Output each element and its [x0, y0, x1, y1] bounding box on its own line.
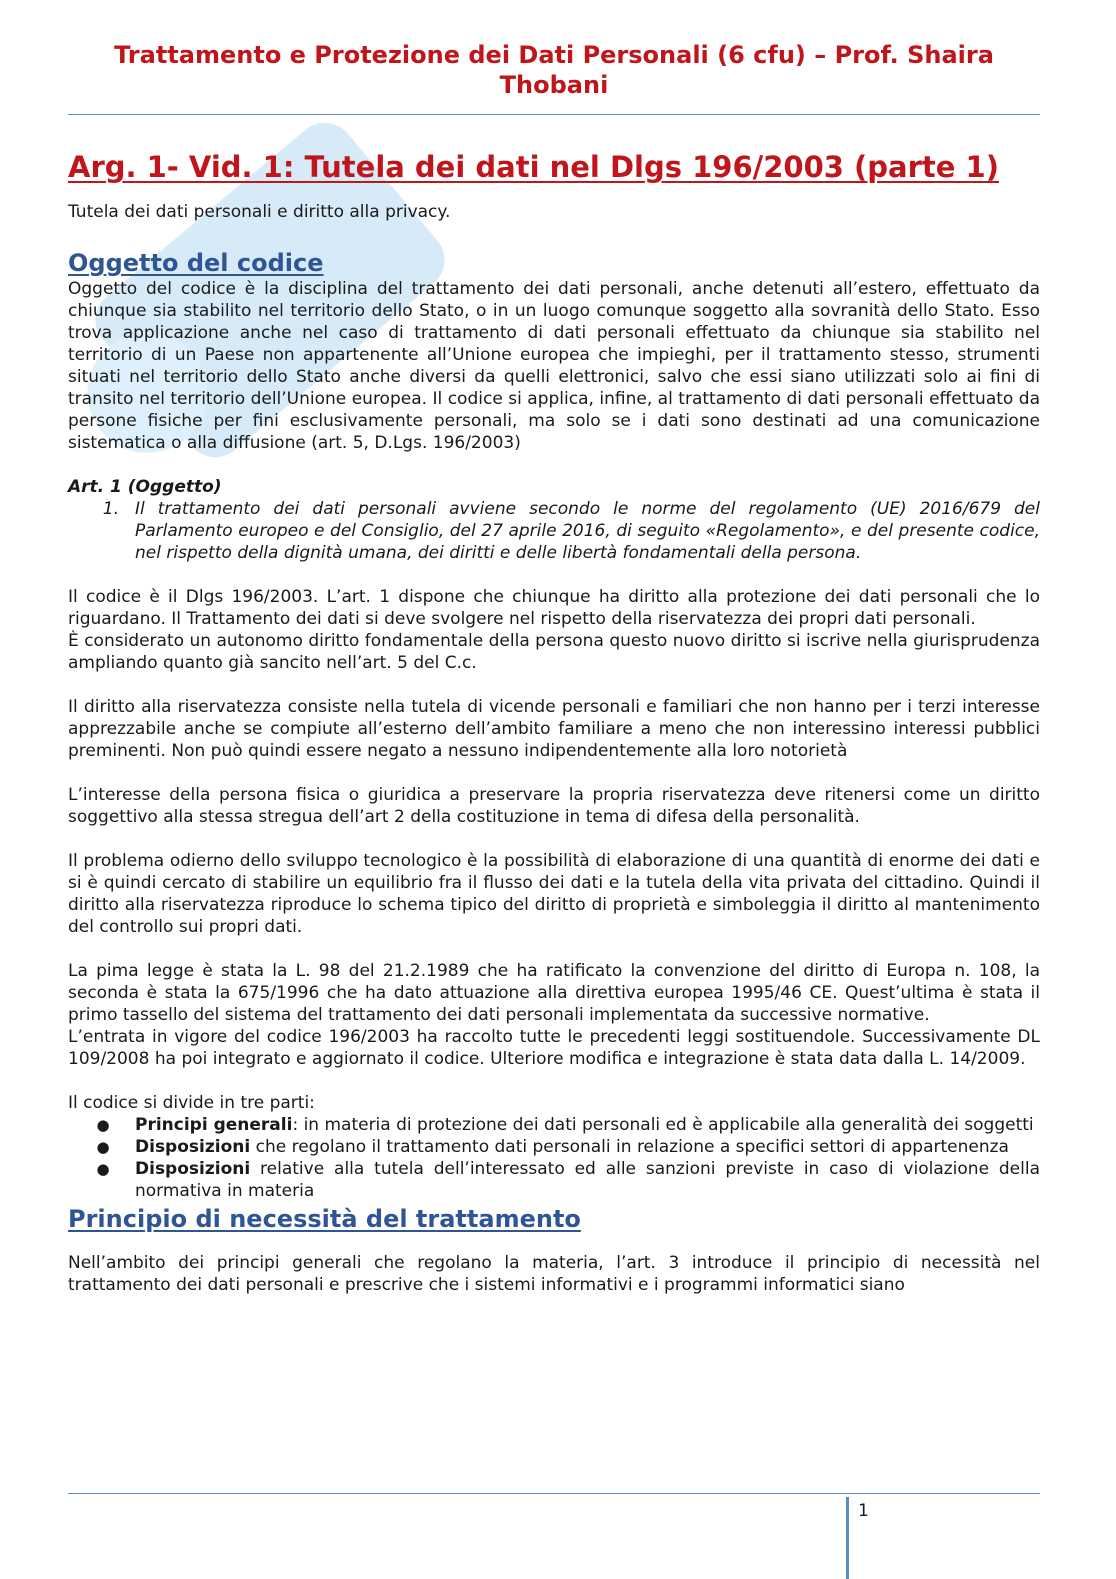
bullet-text: relative alla tutela dell’interessato ed alle sanzioni previste in caso di violazione della normativa in materia [135, 1159, 1040, 1201]
section-heading-necessita: Principio di necessità del trattamento [68, 1205, 581, 1233]
main-title: Arg. 1- Vid. 1: Tutela dei dati nel Dlgs 196/2003 (parte 1) [68, 150, 999, 184]
article-list-item [68, 498, 1040, 564]
paragraph: Il diritto alla riservatezza consiste nella tutela di vicende personali e familiari che non hanno per i terzi interesse apprezzabile anche se compiute all’esterno dell’ambito familiare a meno che non interessino interessi pubblici preminenti. Non può quindi essere negato a nessuno indipendentemente alla loro notorietà [68, 697, 1040, 761]
paragraph: La pima legge è stata la L. 98 del 21.2.1989 che ha ratificato la convenzione del diritto di Europa n. 108, la seconda è stata la 675/1996 che ha dato attuazione alla direttiva europea 1995/46 CE. Quest’ultima è stata il primo tassello del sistema del trattamento dei dati personali implementata da successive normative. [68, 961, 1040, 1025]
bullet-text: : in materia di protezione dei dati personali ed è applicabile alla generalità dei soggetti [292, 1115, 1034, 1135]
paragraph: L’entrata in vigore del codice 196/2003 ha raccolto tutte le precedenti leggi sostituendole. Successivamente DL 109/2008 ha poi integrato e aggiornato il codice. Ulteriore modifica e integrazione è stata data dalla L. 14/2009. [68, 1027, 1040, 1069]
paragraph: Il codice si divide in tre parti: [68, 1093, 315, 1113]
list-item [68, 1136, 1040, 1158]
bullet-icon: ● [96, 1160, 110, 1178]
bullet-bold: Principi generali [135, 1115, 293, 1135]
bullet-icon: ● [96, 1116, 110, 1134]
paragraph: Il codice è il Dlgs 196/2003. L’art. 1 dispone che chiunque ha diritto alla protezione dei dati personali che lo riguardano. Il Trattamento dei dati si deve svolgere nel rispetto della riservatezza dei propri dati personali. [68, 587, 1040, 629]
bullet-text: che regolano il trattamento dati personali in relazione a specifici settori di appartenenza [250, 1137, 1009, 1157]
page-number-bar [846, 1497, 849, 1579]
document-page [68, 0, 1040, 1296]
subtitle: Tutela dei dati personali e diritto alla privacy. [68, 202, 451, 222]
paragraph: L’interesse della persona fisica o giuridica a preservare la propria riservatezza deve ritenersi come un diritto soggettivo alla stessa stregua dell’art 2 della costituzione in tema di difesa della personalità. [68, 785, 1040, 827]
paragraph: Il problema odierno dello sviluppo tecnologico è la possibilità di elaborazione di una quantità di enorme dei dati e si è quindi cercato di stabilire un equilibrio fra il flusso dei dati e la tutela della vita privata del cittadino. Quindi il diritto alla riservatezza riproduce lo schema tipico del diritto di proprietà e simboleggia il diritto al mantenimento del controllo sui propri dati. [68, 851, 1040, 937]
list-number: 1. [102, 499, 119, 519]
section-heading-oggetto: Oggetto del codice [68, 249, 324, 277]
page-number: 1 [858, 1501, 869, 1521]
article-title: Art. 1 (Oggetto) [68, 477, 222, 497]
paragraph: È considerato un autonomo diritto fondamentale della persona questo nuovo diritto si iscrive nella giurisprudenza ampliando quanto già sancito nell’art. 5 del C.c. [68, 631, 1040, 673]
list-item [68, 1114, 1040, 1136]
bullet-bold: Disposizioni [135, 1159, 251, 1179]
list-item-text: Il trattamento dei dati personali avviene secondo le norme del regolamento (UE) 2016/679 del Parlamento europeo e del Consiglio, del 27 aprile 2016, di seguito «Regolamento», e del presente codice, nel rispetto della dignità umana, dei diritti e delle libertà fondamentali della persona. [135, 499, 1040, 563]
bullet-bold: Disposizioni [135, 1137, 251, 1157]
bullet-icon: ● [96, 1138, 110, 1156]
document-header: Trattamento e Protezione dei Dati Personali (6 cfu) – Prof. Shaira Thobani [68, 40, 1040, 115]
paragraph-oggetto: Oggetto del codice è la disciplina del trattamento dei dati personali, anche detenuti all’estero, effettuato da chiunque sia stabilito nel territorio dello Stato, o in un luogo comunque soggetto alla sovranità dello Stato. Esso trova applicazione anche nel caso di trattamento di dati personali effettuato da chiunque sia stabilito nel territorio di un Paese non appartenente all’Unione europea che impieghi, per il trattamento stesso, strumenti situati nel territorio dello Stato anche diversi da quelli elettronici, salvo che essi siano utilizzati solo ai fini di transito nel territorio dell’Unione europea. Il codice si applica, infine, al trattamento di dati personali effettuato da persone fisiche per fini esclusivamente personali, ma solo se i dati sono destinati ad una comunicazione sistematica o alla diffusione (art. 5, D.Lgs. 196/2003) [68, 279, 1040, 453]
paragraph-necessita: Nell’ambito dei principi generali che regolano la materia, l’art. 3 introduce il principio di necessità nel trattamento dei dati personali e prescrive che i sistemi informativi e i programmi informatici siano [68, 1253, 1040, 1295]
footer-divider [68, 1493, 1040, 1494]
list-item [68, 1158, 1040, 1202]
